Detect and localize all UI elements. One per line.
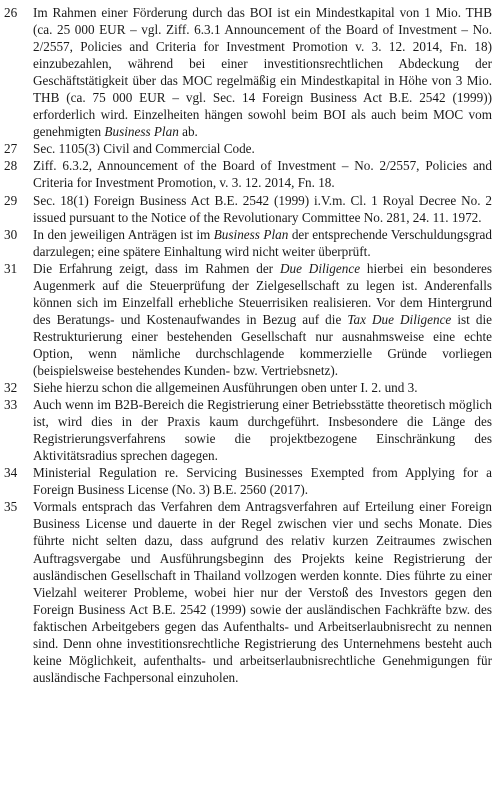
footnote-text: Auch wenn im B2B-Bereich die Registrierung einer Betriebsstätte theoretisch möglich ist, wird dies in der Praxis kaum durchgeführt. Insbesondere die Länge des Registrierungsverfahrens sowie die projektbezogene Einschränkung des Aktivitätsradius sprechen dagegen. [33,397,492,464]
footnote-text: Siehe hierzu schon die allgemeinen Ausführungen oben unter I. 2. und 3. [33,380,418,396]
footnote-number: 32 [4,380,18,396]
footnote-text: In den jeweiligen Anträgen ist im Business Plan der entsprechende Verschuldungsgrad darzulegen; eine spätere Einhaltung wird nicht weiter überprüft. [33,226,492,259]
footnote-27 [4,140,492,157]
footnote-number: 31 [4,260,18,276]
footnote-number: 27 [4,141,18,157]
footnote-34 [4,464,492,498]
footnote-text: Im Rahmen einer Förderung durch das BOI ist ein Mindestkapital von 1 Mio. THB (ca. 25 000 EUR – vgl. Ziff. 6.3.1 Announcement of the Board of Investment – No. 2/2557, Policies and Criteria for Investment Promotion v. 3. 12. 2014, Fn. 18) einzubezahlen, während bei einer investitionsrechtlichen Abdeckung der Geschäftstätigkeit über das MOC regelmäßig ein Mindestkapital in Höhe von 3 Mio. THB (ca. 75 000 EUR – vgl. Sec. 14 Foreign Business Act B.E. 2542 (1999)) erforderlich wird. Einzelheiten hängen sowohl beim BOI als auch beim MOC vom genehmigten Business Plan ab. [33,5,492,140]
footnote-35 [4,498,492,686]
footnote-text: Ziff. 6.3.2, Announcement of the Board of Investment – No. 2/2557, Policies and Criteria for Investment Promotion, v. 3. 12. 2014, Fn. 18. [33,158,492,191]
footnote-number: 35 [4,499,18,515]
footnote-text: Ministerial Regulation re. Servicing Businesses Exempted from Applying for a Foreign Business License (No. 3) B.E. 2560 (2017). [33,465,492,498]
footnote-number: 29 [4,192,18,208]
footnote-text: Sec. 18(1) Foreign Business Act B.E. 2542 (1999) i.V.m. Cl. 1 Royal Decree No. 2 issued pursuant to the Notice of the Revolutionary Committee No. 281, 24. 11. 1972. [33,192,492,225]
footnote-number: 33 [4,397,18,413]
footnote-30 [4,226,492,260]
footnote-33 [4,396,492,464]
footnote-text: Vormals entsprach das Verfahren dem Antragsverfahren auf Erteilung einer Foreign Business License und dauerte in der Regel zwischen vier und sechs Monate. Dies führte nicht selten dazu, dass aufgrund des relativ kurzen Zeitraumes zwischen Auftragsvergabe und Ausführungsbeginn des Projekts keine Registrierung der ausländischen Gesellschaft in Thailand vollzogen werden konnte. Dies führte zu einer Vielzahl weiterer Probleme, wobei hier nur der Verstoß des Investors gegen den Foreign Business Act B.E. 2542 (1999) sowie der ausländischen Fachkräfte bzw. des faktischen Arbeitgebers gegen das Aufenthalts- und Arbeitserlaubnisrecht zu nennen sind. Denn ohne investitionsrechtliche Registrierung des Unternehmens besteht auch keine Möglichkeit, aufenthalts- und arbeitserlaubnisrechtliche Genehmigungen für ausländische Fachpersonal einzuholen. [33,499,492,685]
footnote-28 [4,157,492,191]
footnote-number: 34 [4,465,18,481]
footnote-list [4,4,492,686]
footnote-text: Sec. 1105(3) Civil and Commercial Code. [33,141,255,157]
footnote-text: Die Erfahrung zeigt, dass im Rahmen der Due Diligence hierbei ein besonderes Augenmerk auf die Steuerprüfung der Zielgesellschaft zu legen ist. Anderenfalls können sich im Einzelfall erhebliche Steuerrisiken realisieren. Vor dem Hintergrund des Beratungs- und Kostenaufwandes in Bezug auf die Tax Due Diligence ist die Restrukturierung einer bestehenden Gesellschaft nur ausnahmsweise eine echte Option, wenn nämliche durchschlagende kommerzielle Gründe vorliegen (beispielsweise bestehendes Kunden- bzw. Vertriebsnetz). [33,260,492,378]
footnote-number: 26 [4,5,18,20]
footnote-number: 28 [4,158,18,174]
footnote-32 [4,379,492,396]
footnote-number: 30 [4,226,18,242]
footnote-31 [4,260,492,379]
footnote-26 [4,4,492,140]
footnote-29 [4,192,492,226]
